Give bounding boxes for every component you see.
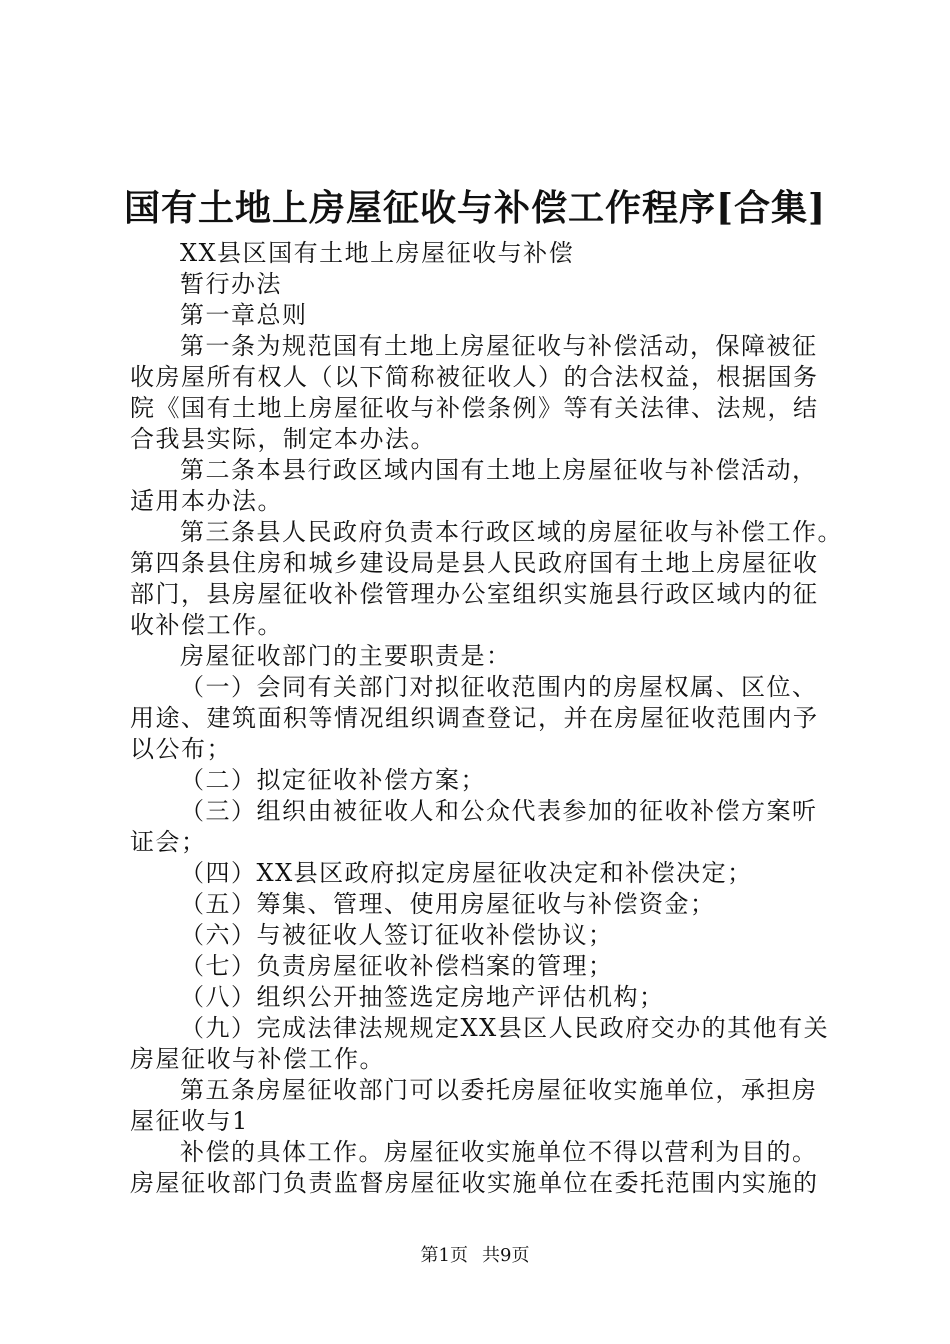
page-footer [0, 1244, 950, 1268]
list-item: （一）会同有关部门对拟征收范围内的房屋权属、区位、 [180, 673, 818, 701]
text-line: 第三条县人民政府负责本行政区域的房屋征收与补偿工作。 [180, 518, 843, 546]
text-line: 部门，县房屋征收补偿管理办公室组织实施县行政区域内的征 [130, 580, 819, 608]
text-line: 第四条县住房和城乡建设局是县人民政府国有土地上房屋征收 [130, 549, 819, 577]
document-title: 国有土地上房屋征收与补偿工作程序[合集] [123, 187, 827, 229]
list-item: （六）与被征收人签订征收补偿协议； [180, 921, 614, 949]
text-line: 适用本办法。 [130, 487, 283, 515]
text-line: 第五条房屋征收部门可以委托房屋征收实施单位，承担房 [180, 1076, 818, 1104]
text-line: 屋征收与1 [130, 1107, 249, 1135]
text-line: 合我县实际，制定本办法。 [130, 425, 436, 453]
text-line: 收房屋所有权人（以下简称被征收人）的合法权益，根据国务 [130, 363, 819, 391]
text-line: 房屋征收与补偿工作。 [130, 1045, 385, 1073]
list-item: （九）完成法律法规规定XX县区人民政府交办的其他有关 [180, 1014, 830, 1042]
list-item: （五）筹集、管理、使用房屋征收与补偿资金； [180, 890, 716, 918]
chapter-heading: 第一章总则 [180, 301, 308, 329]
text-line: XX县区国有土地上房屋征收与补偿 [180, 239, 575, 267]
text-line: 第一条为规范国有土地上房屋征收与补偿活动，保障被征 [180, 332, 818, 360]
list-item: （七）负责房屋征收补偿档案的管理； [180, 952, 614, 980]
text-line: 证会； [130, 828, 207, 856]
text-line: 补偿的具体工作。房屋征收实施单位不得以营利为目的。 [180, 1138, 818, 1166]
text-line: 以公布； [130, 735, 232, 763]
text-line: 用途、建筑面积等情况组织调查登记，并在房屋征收范围内予 [130, 704, 819, 732]
list-item: （二）拟定征收补偿方案； [180, 766, 486, 794]
page-total: 共9页 [482, 1245, 530, 1266]
list-item: （三）组织由被征收人和公众代表参加的征收补偿方案听 [180, 797, 818, 825]
text-line: 第二条本县行政区域内国有土地上房屋征收与补偿活动， [180, 456, 818, 484]
list-item: （四）XX县区政府拟定房屋征收决定和补偿决定； [180, 859, 753, 887]
text-line: 收补偿工作。 [130, 611, 283, 639]
text-line: 暂行办法 [180, 270, 282, 298]
text-line: 院《国有土地上房屋征收与补偿条例》等有关法律、法规，结 [130, 394, 819, 422]
list-item: （八）组织公开抽签选定房地产评估机构； [180, 983, 665, 1011]
text-line: 房屋征收部门负责监督房屋征收实施单位在委托范围内实施的 [130, 1169, 819, 1197]
text-line: 房屋征收部门的主要职责是： [180, 642, 512, 670]
page-number: 第1页 [420, 1245, 468, 1266]
document-body [130, 238, 850, 1199]
